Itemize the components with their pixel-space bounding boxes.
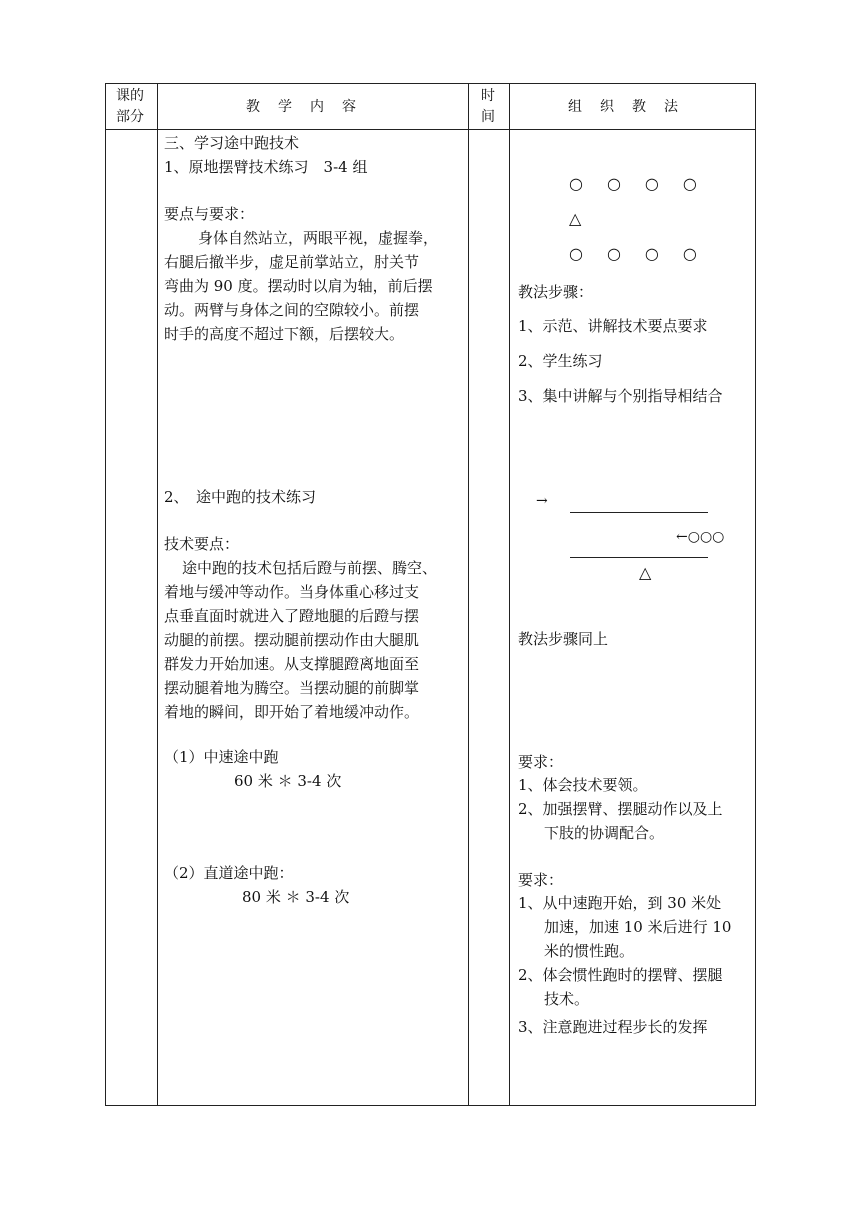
req2-item: 3、注意跑进过程步长的发挥 [518, 1018, 708, 1036]
column-divider-1 [157, 83, 158, 1106]
step-item: 3、集中讲解与个别指导相结合 [518, 387, 723, 405]
item1-title: 1、原地摆臂技术练习 3-4 组 [164, 158, 368, 176]
tech-line: 着地与缓冲等动作。当身体重心移过支 [164, 583, 420, 601]
tech-line: 点垂直面时就进入了蹬地腿的后蹬与摆 [164, 607, 420, 625]
req-line: 身体自然站立，两眼平视，虚握拳， [198, 229, 439, 247]
header-time-line2: 间 [481, 109, 495, 125]
tech-line: 摆动腿着地为腾空。当摆动腿的前脚掌 [164, 679, 420, 697]
table-border-left [105, 83, 106, 1106]
table-border-top [105, 83, 756, 84]
formation-teacher: △ [569, 209, 582, 228]
sub1-detail: 60 米 ＊ 3-4 次 [234, 772, 342, 790]
tech-line: 途中跑的技术包括后蹬与前摆、腾空、 [182, 559, 438, 577]
steps-same: 教法步骤同上 [518, 630, 609, 648]
req1-item: 2、加强摆臂、摆腿动作以及上 [518, 800, 723, 818]
req2-item: 1、从中速跑开始，到 30 米处 [518, 894, 722, 912]
teacher-position: △ [639, 563, 652, 582]
track-line-upper [570, 512, 708, 513]
header-part-line1: 课的 [116, 88, 144, 104]
sub2-title: （2）直道途中跑： [164, 864, 294, 882]
runners-group: ←○○○ [676, 529, 725, 545]
header-time-line1: 时 [481, 88, 495, 104]
req1-item: 下肢的协调配合。 [544, 824, 665, 842]
header-content: 教 学 内 容 [246, 99, 358, 115]
header-part-line2: 部分 [116, 109, 144, 125]
step-item: 1、示范、讲解技术要点要求 [518, 317, 708, 335]
section-title: 三、学习途中跑技术 [164, 134, 300, 152]
table-border-right [755, 83, 756, 1106]
sub1-title: （1）中速途中跑 [164, 748, 279, 766]
formation-students-row2: ○ ○ ○ ○ [569, 244, 701, 263]
req2-title: 要求： [518, 871, 564, 889]
req1-item: 1、体会技术要领。 [518, 776, 648, 794]
req-line: 动。两臂与身体之间的空隙较小。前摆 [164, 301, 420, 319]
header-method: 组 织 教 法 [568, 99, 680, 115]
req-line: 时手的高度不超过下额，后摆较大。 [164, 325, 405, 343]
req2-item: 2、体会惯性跑时的摆臂、摆腿 [518, 966, 723, 984]
req-title: 要点与要求： [164, 205, 255, 223]
formation-students-row1: ○ ○ ○ ○ [569, 174, 701, 193]
req2-item: 技术。 [544, 990, 590, 1008]
track-line-lower [570, 557, 708, 558]
req2-item: 加速，加速 10 米后进行 10 [544, 918, 732, 936]
table-border-bottom [105, 1105, 756, 1106]
sub2-detail: 80 米 ＊ 3-4 次 [242, 888, 350, 906]
steps-title: 教法步骤： [518, 283, 594, 301]
tech-line: 着地的瞬间，即开始了着地缓冲动作。 [164, 703, 420, 721]
column-divider-3 [509, 83, 510, 1106]
tech-title: 技术要点： [164, 535, 240, 553]
direction-arrow-icon: → [536, 493, 548, 509]
step-item: 2、学生练习 [518, 352, 603, 370]
item2-title: 2、 途中跑的技术练习 [164, 488, 317, 506]
tech-line: 动腿的前摆。摆动腿前摆动作由大腿肌 [164, 631, 420, 649]
req1-title: 要求： [518, 753, 564, 771]
req2-item: 米的惯性跑。 [544, 942, 635, 960]
req-line: 右腿后撤半步，虚足前掌站立，肘关节 [164, 253, 420, 271]
tech-line: 群发力开始加速。从支撑腿蹬离地面至 [164, 655, 420, 673]
header-divider [105, 129, 756, 130]
req-line: 弯曲为 90 度。摆动时以肩为轴，前后摆 [164, 277, 433, 295]
column-divider-2 [468, 83, 469, 1106]
